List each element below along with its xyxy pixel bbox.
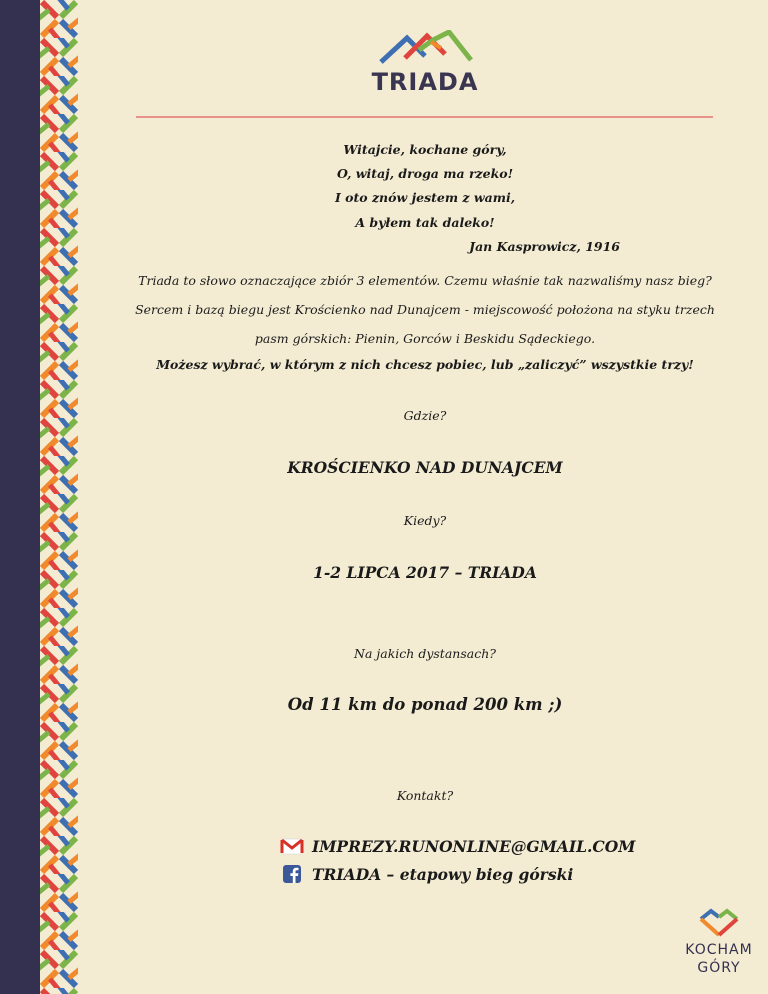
intro-line: pasm górskich: Pienin, Gorców i Beskidu Sądeckiego.	[254, 331, 596, 346]
gmail-icon	[280, 836, 304, 856]
poem-line: I oto znów jestem z wami,	[334, 190, 516, 206]
triada-logo	[370, 30, 480, 96]
intro-paragraph	[100, 266, 750, 353]
poem-line: A byłem tak daleko!	[355, 214, 495, 230]
side-stripe-navy	[0, 0, 40, 994]
intro-line: Triada to słowo oznaczające zbiór 3 elementów. Czemu właśnie tak nazwaliśmy nasz bieg?	[138, 273, 712, 288]
poem-author: Jan Kasprowicz, 1916	[469, 238, 620, 254]
poem-line: O, witaj, droga ma rzeko!	[336, 166, 514, 182]
logo-text: TRIADA	[371, 68, 479, 96]
where-answer: KROŚCIENKO NAD DUNAJCEM	[287, 458, 563, 477]
mountain-logo-icon	[375, 30, 475, 66]
kocham-gory-line1: KOCHAM	[685, 942, 753, 958]
contact-facebook-text[interactable]: TRIADA – etapowy bieg górski	[312, 864, 574, 884]
header-divider	[136, 116, 713, 118]
contact-question: Kontakt?	[396, 788, 454, 803]
where-question: Gdzie?	[403, 408, 447, 423]
distance-question: Na jakich dystansach?	[354, 646, 496, 661]
intro-line: Sercem i bazą biegu jest Krościenko nad Dunajcem - miejscowość położona na styku trzech	[135, 302, 715, 317]
choice-text: Możesz wybrać, w którym z nich chcesz pobiec, lub „zaliczyć” wszystkie trzy!	[156, 357, 694, 372]
contact-facebook[interactable]	[280, 864, 573, 884]
kocham-gory-logo	[685, 907, 753, 977]
poem	[100, 138, 750, 259]
distance-answer: Od 11 km do ponad 200 km ;)	[287, 695, 563, 714]
poem-line: Witajcie, kochane góry,	[343, 142, 507, 157]
heart-mountain-icon	[697, 907, 741, 937]
contact-email-text[interactable]: IMPREZY.RUNONLINE@GMAIL.COM	[312, 836, 636, 856]
contact-email[interactable]	[280, 836, 635, 856]
kocham-gory-line2: GÓRY	[697, 960, 741, 976]
when-answer: 1-2 LIPCA 2017 – TRIADA	[313, 563, 537, 582]
side-stripe-pattern	[40, 0, 78, 994]
when-question: Kiedy?	[403, 513, 447, 528]
facebook-icon	[280, 864, 304, 884]
